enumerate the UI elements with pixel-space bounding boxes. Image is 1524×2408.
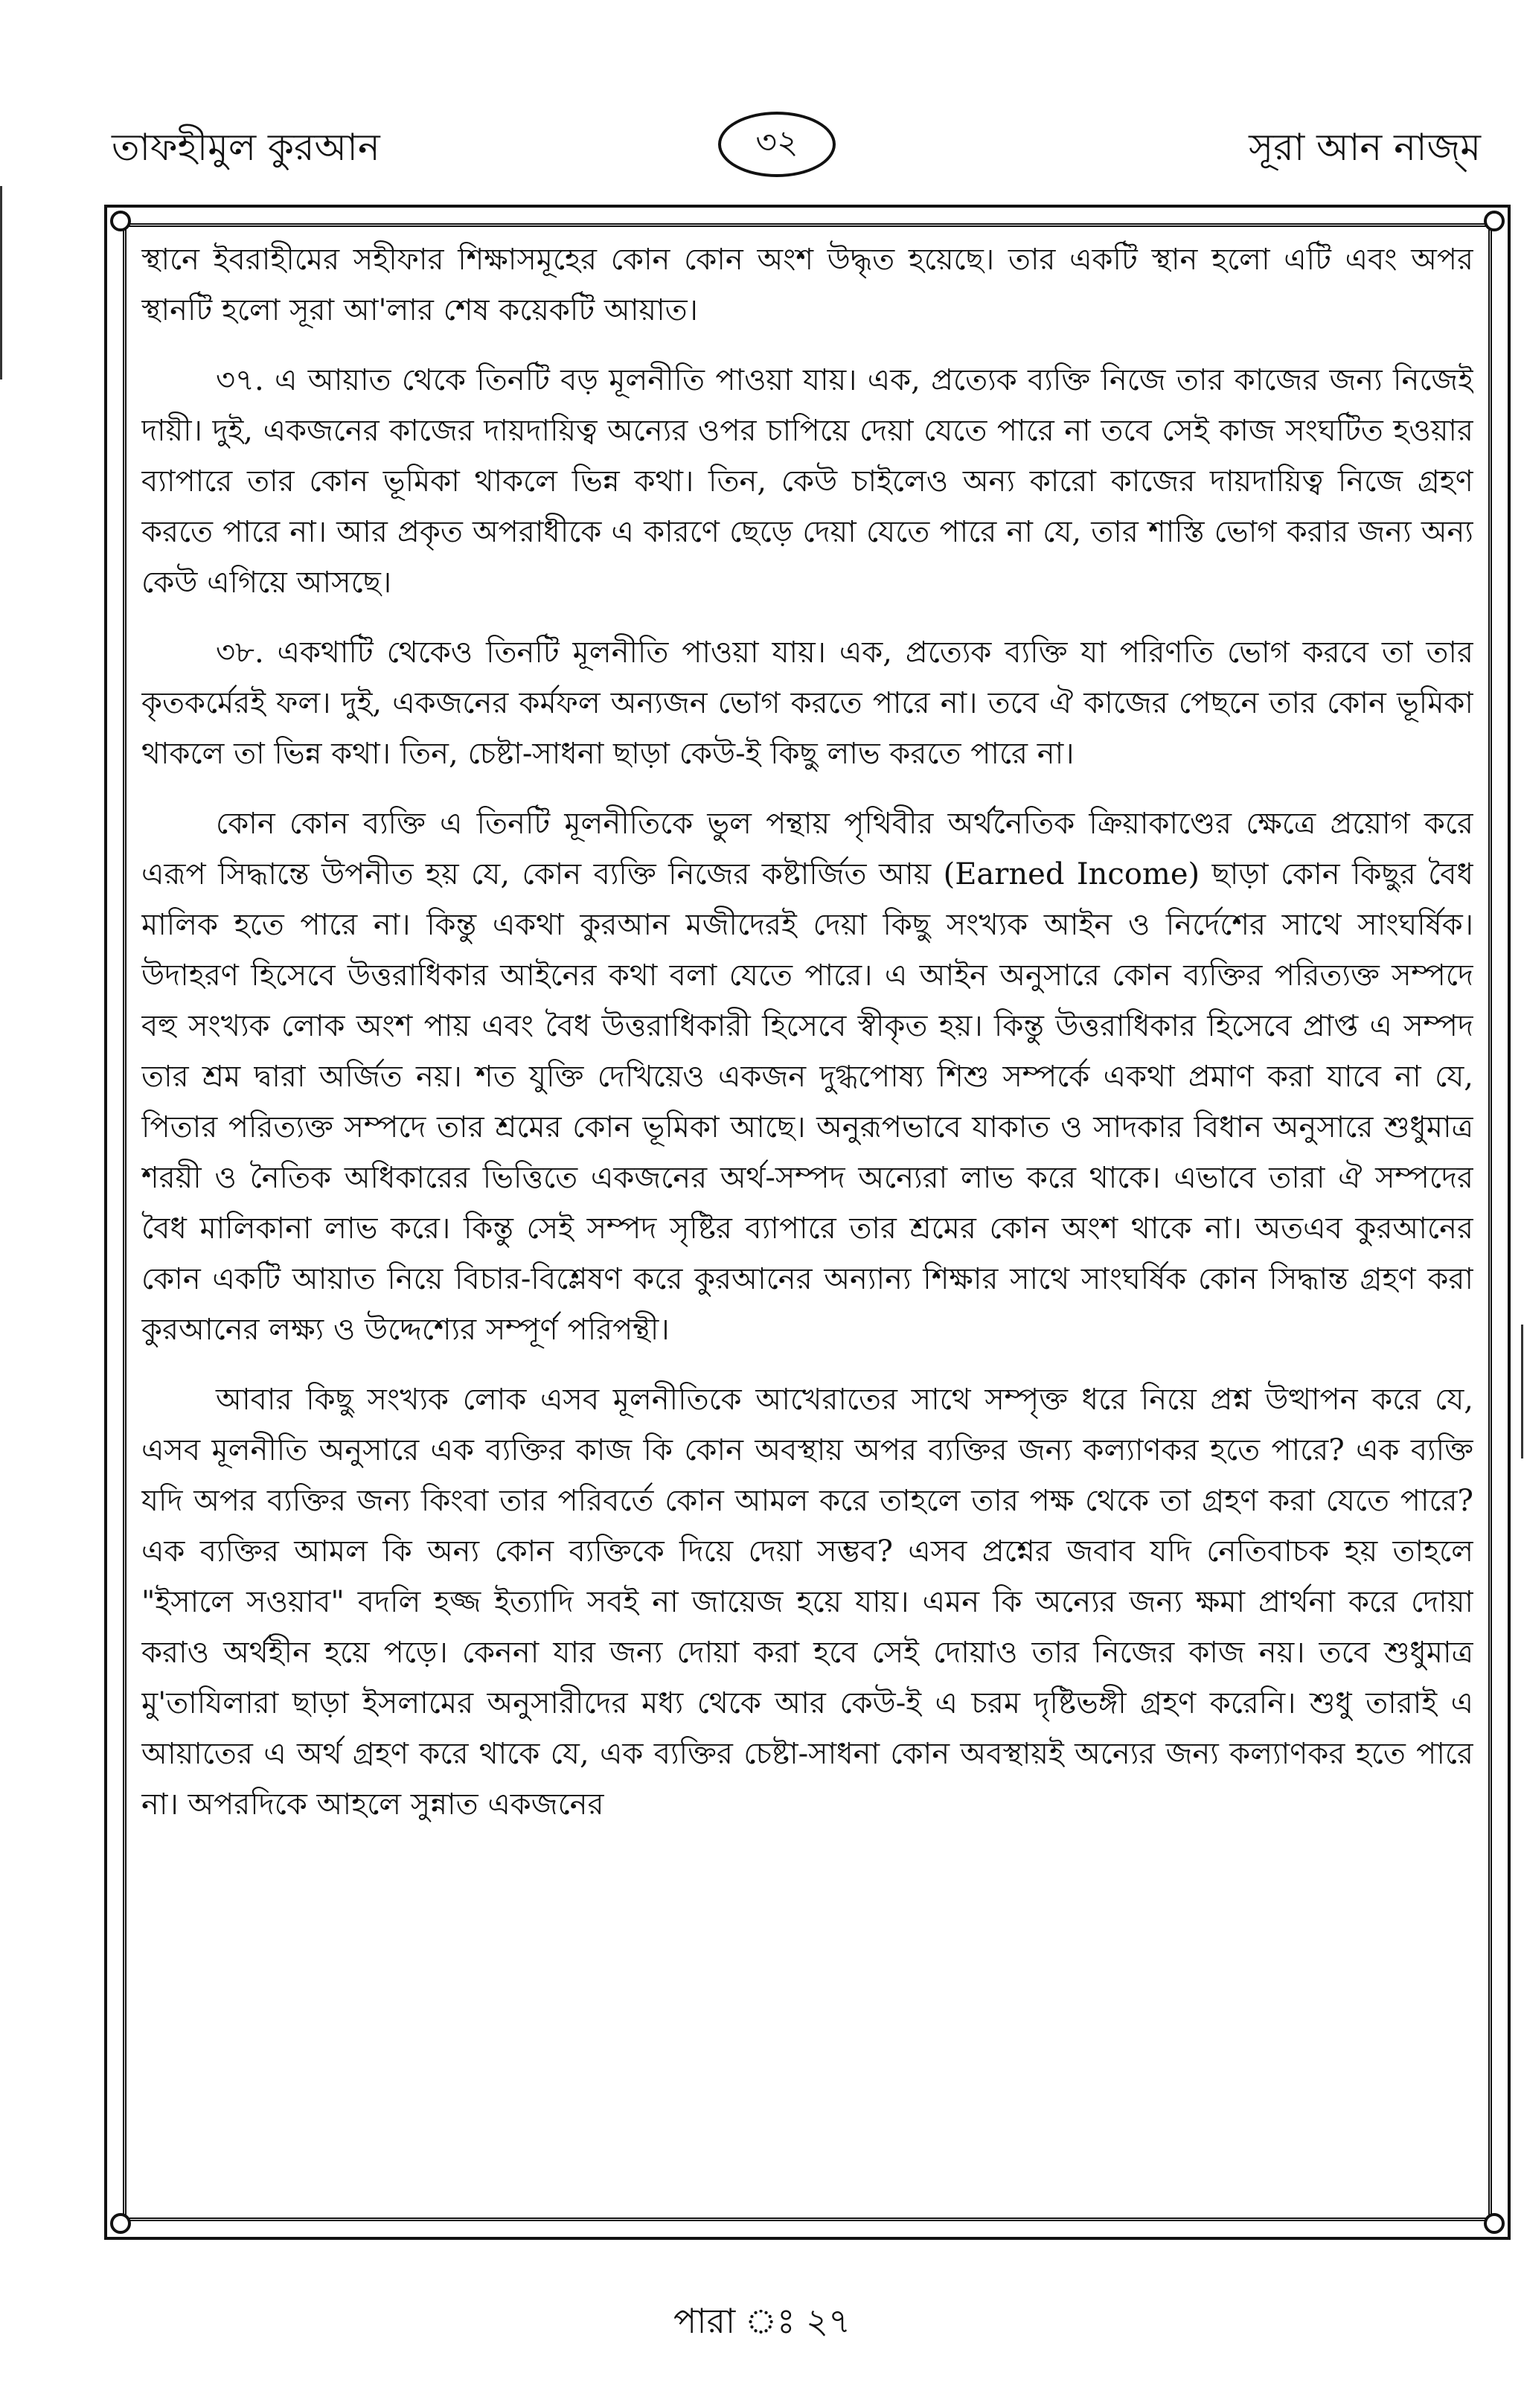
book-title: তাফহীমুল কুরআন (112, 126, 380, 169)
corner-ornament (110, 2213, 131, 2234)
page-body (141, 234, 1473, 2206)
page-number-badge (718, 112, 836, 177)
note-38: ৩৮. একথাটি থেকেও তিনটি মূলনীতি পাওয়া যায়। এক, প্রত্যেক ব্যক্তি যা পরিণতি ভোগ করবে তা তার কৃতকর্মেরই ফল। দুই, একজনের কর্মফল অন্যজন ভোগ করতে পারে না। তবে ঐ কাজের পেছনে তার কোন ভূমিকা থাকলে তা ভিন্ন কথা। তিন, চেষ্টা-সাধনা ছাড়া কেউ-ই কিছু লাভ করতে পারে না। (141, 635, 1473, 771)
paragraph: কোন কোন ব্যক্তি এ তিনটি মূলনীতিকে ভুল পন্থায় পৃথিবীর অর্থনৈতিক ক্রিয়াকাণ্ডের ক্ষেত্রে প্রয়োগ করে এরূপ সিদ্ধান্তে উপনীত হয় যে, কোন ব্যক্তি নিজের কষ্টার্জিত আয় (Earned Income) ছাড়া কোন কিছুর বৈধ মালিক হতে পারে না। কিন্তু একথা কুরআন মজীদেরই দেয়া কিছু সংখ্যক আইন ও নির্দেশের সাথে সাংঘর্ষিক। উদাহরণ হিসেবে উত্তরাধিকার আইনের কথা বলা যেতে পারে। এ আইন অনুসারে কোন ব্যক্তির পরিত্যক্ত সম্পদে বহু সংখ্যক লোক অংশ পায় এবং বৈধ উত্তরাধিকারী হিসেবে স্বীকৃত হয়। কিন্তু উত্তরাধিকার হিসেবে প্রাপ্ত এ সম্পদ তার শ্রম দ্বারা অর্জিত নয়। শত যুক্তি দেখিয়েও একজন দুগ্ধপোষ্য শিশু সম্পর্কে একথা প্রমাণ করা যাবে না যে, পিতার পরিত্যক্ত সম্পদে তার শ্রমের কোন ভূমিকা আছে। অনুরূপভাবে যাকাত ও সাদকার বিধান অনুসারে শুধুমাত্র শরয়ী ও নৈতিক অধিকারের ভিত্তিতে একজনের অর্থ-সম্পদ অন্যেরা লাভ করে থাকে। এভাবে তারা ঐ সম্পদের বৈধ মালিকানা লাভ করে। কিন্তু সেই সম্পদ সৃষ্টির ব্যাপারে তার শ্রমের কোন অংশ থাকে না। অতএব কুরআনের কোন একটি আয়াত নিয়ে বিচার-বিশ্লেষণ করে কুরআনের অন্যান্য শিক্ষার সাথে সাংঘর্ষিক কোন সিদ্ধান্ত গ্রহণ করা কুরআনের লক্ষ্য ও উদ্দেশ্যের সম্পূর্ণ পরিপন্থী। (141, 807, 1473, 1347)
scan-edge-mark (1521, 1325, 1523, 1458)
paragraph: আবার কিছু সংখ্যক লোক এসব মূলনীতিকে আখেরাতের সাথে সম্পৃক্ত ধরে নিয়ে প্রশ্ন উত্থাপন করে যে, এসব মূলনীতি অনুসারে এক ব্যক্তির কাজ কি কোন অবস্থায় অপর ব্যক্তির জন্য কল্যাণকর হতে পারে? এক ব্যক্তি যদি অপর ব্যক্তির জন্য কিংবা তার পরিবর্তে কোন আমল করে তাহলে তার পক্ষ থেকে তা গ্রহণ করা যেতে পারে? এক ব্যক্তির আমল কি অন্য কোন ব্যক্তিকে দিয়ে দেয়া সম্ভব? এসব প্রশ্নের জবাব যদি নেতিবাচক হয় তাহলে "ইসালে সওয়াব" বদলি হজ্জ ইত্যাদি সবই না জায়েজ হয়ে যায়। এমন কি অন্যের জন্য ক্ষমা প্রার্থনা করে দোয়া করাও অর্থহীন হয়ে পড়ে। কেননা যার জন্য দোয়া করা হবে সেই দোয়াও তার নিজের কাজ নয়। তবে শুধুমাত্র মু'তাযিলারা ছাড়া ইসলামের অনুসারীদের মধ্য থেকে আর কেউ-ই এ চরম দৃষ্টিভঙ্গী গ্রহণ করেনি। শুধু তারাই এ আয়াতের এ অর্থ গ্রহণ করে থাকে যে, এক ব্যক্তির চেষ্টা-সাধনা কোন অবস্থায়ই অন্যের জন্য কল্যাণকর হতে পারে না। অপরদিকে আহলে সুন্নাত একজনের (141, 1383, 1473, 1822)
corner-ornament (110, 211, 131, 231)
note-37: ৩৭. এ আয়াত থেকে তিনটি বড় মূলনীতি পাওয়া যায়। এক, প্রত্যেক ব্যক্তি নিজে তার কাজের জন্য নিজেই দায়ী। দুই, একজনের কাজের দায়দায়িত্ব অন্যের ওপর চাপিয়ে দেয়া যেতে পারে না তবে সেই কাজ সংঘটিত হওয়ার ব্যাপারে তার কোন ভূমিকা থাকলে ভিন্ন কথা। তিন, কেউ চাইলেও অন্য কারো কাজের দায়দায়িত্ব নিজে গ্রহণ করতে পারে না। আর প্রকৃত অপরাধীকে এ কারণে ছেড়ে দেয়া যেতে পারে না যে, তার শাস্তি ভোগ করার জন্য অন্য কেউ এগিয়ে আসছে। (141, 363, 1473, 600)
surah-title: সূরা আন নাজ্‌ম (1249, 126, 1481, 169)
para-label: পারা ঃ ২৭ (673, 2301, 851, 2341)
corner-ornament (1484, 211, 1505, 231)
paragraph-continuation: স্থানে ইবরাহীমের সহীফার শিক্ষাসমূহের কোন কোন অংশ উদ্ধৃত হয়েছে। তার একটি স্থান হলো এটি এবং অপর স্থানটি হলো সূরা আ'লার শেষ কয়েকটি আয়াত। (141, 243, 1473, 327)
scan-edge-mark (0, 186, 2, 380)
page-footer (0, 2296, 1524, 2352)
corner-ornament (1484, 2213, 1505, 2234)
page-header (112, 112, 1481, 193)
page-number: ৩২ (755, 123, 798, 161)
